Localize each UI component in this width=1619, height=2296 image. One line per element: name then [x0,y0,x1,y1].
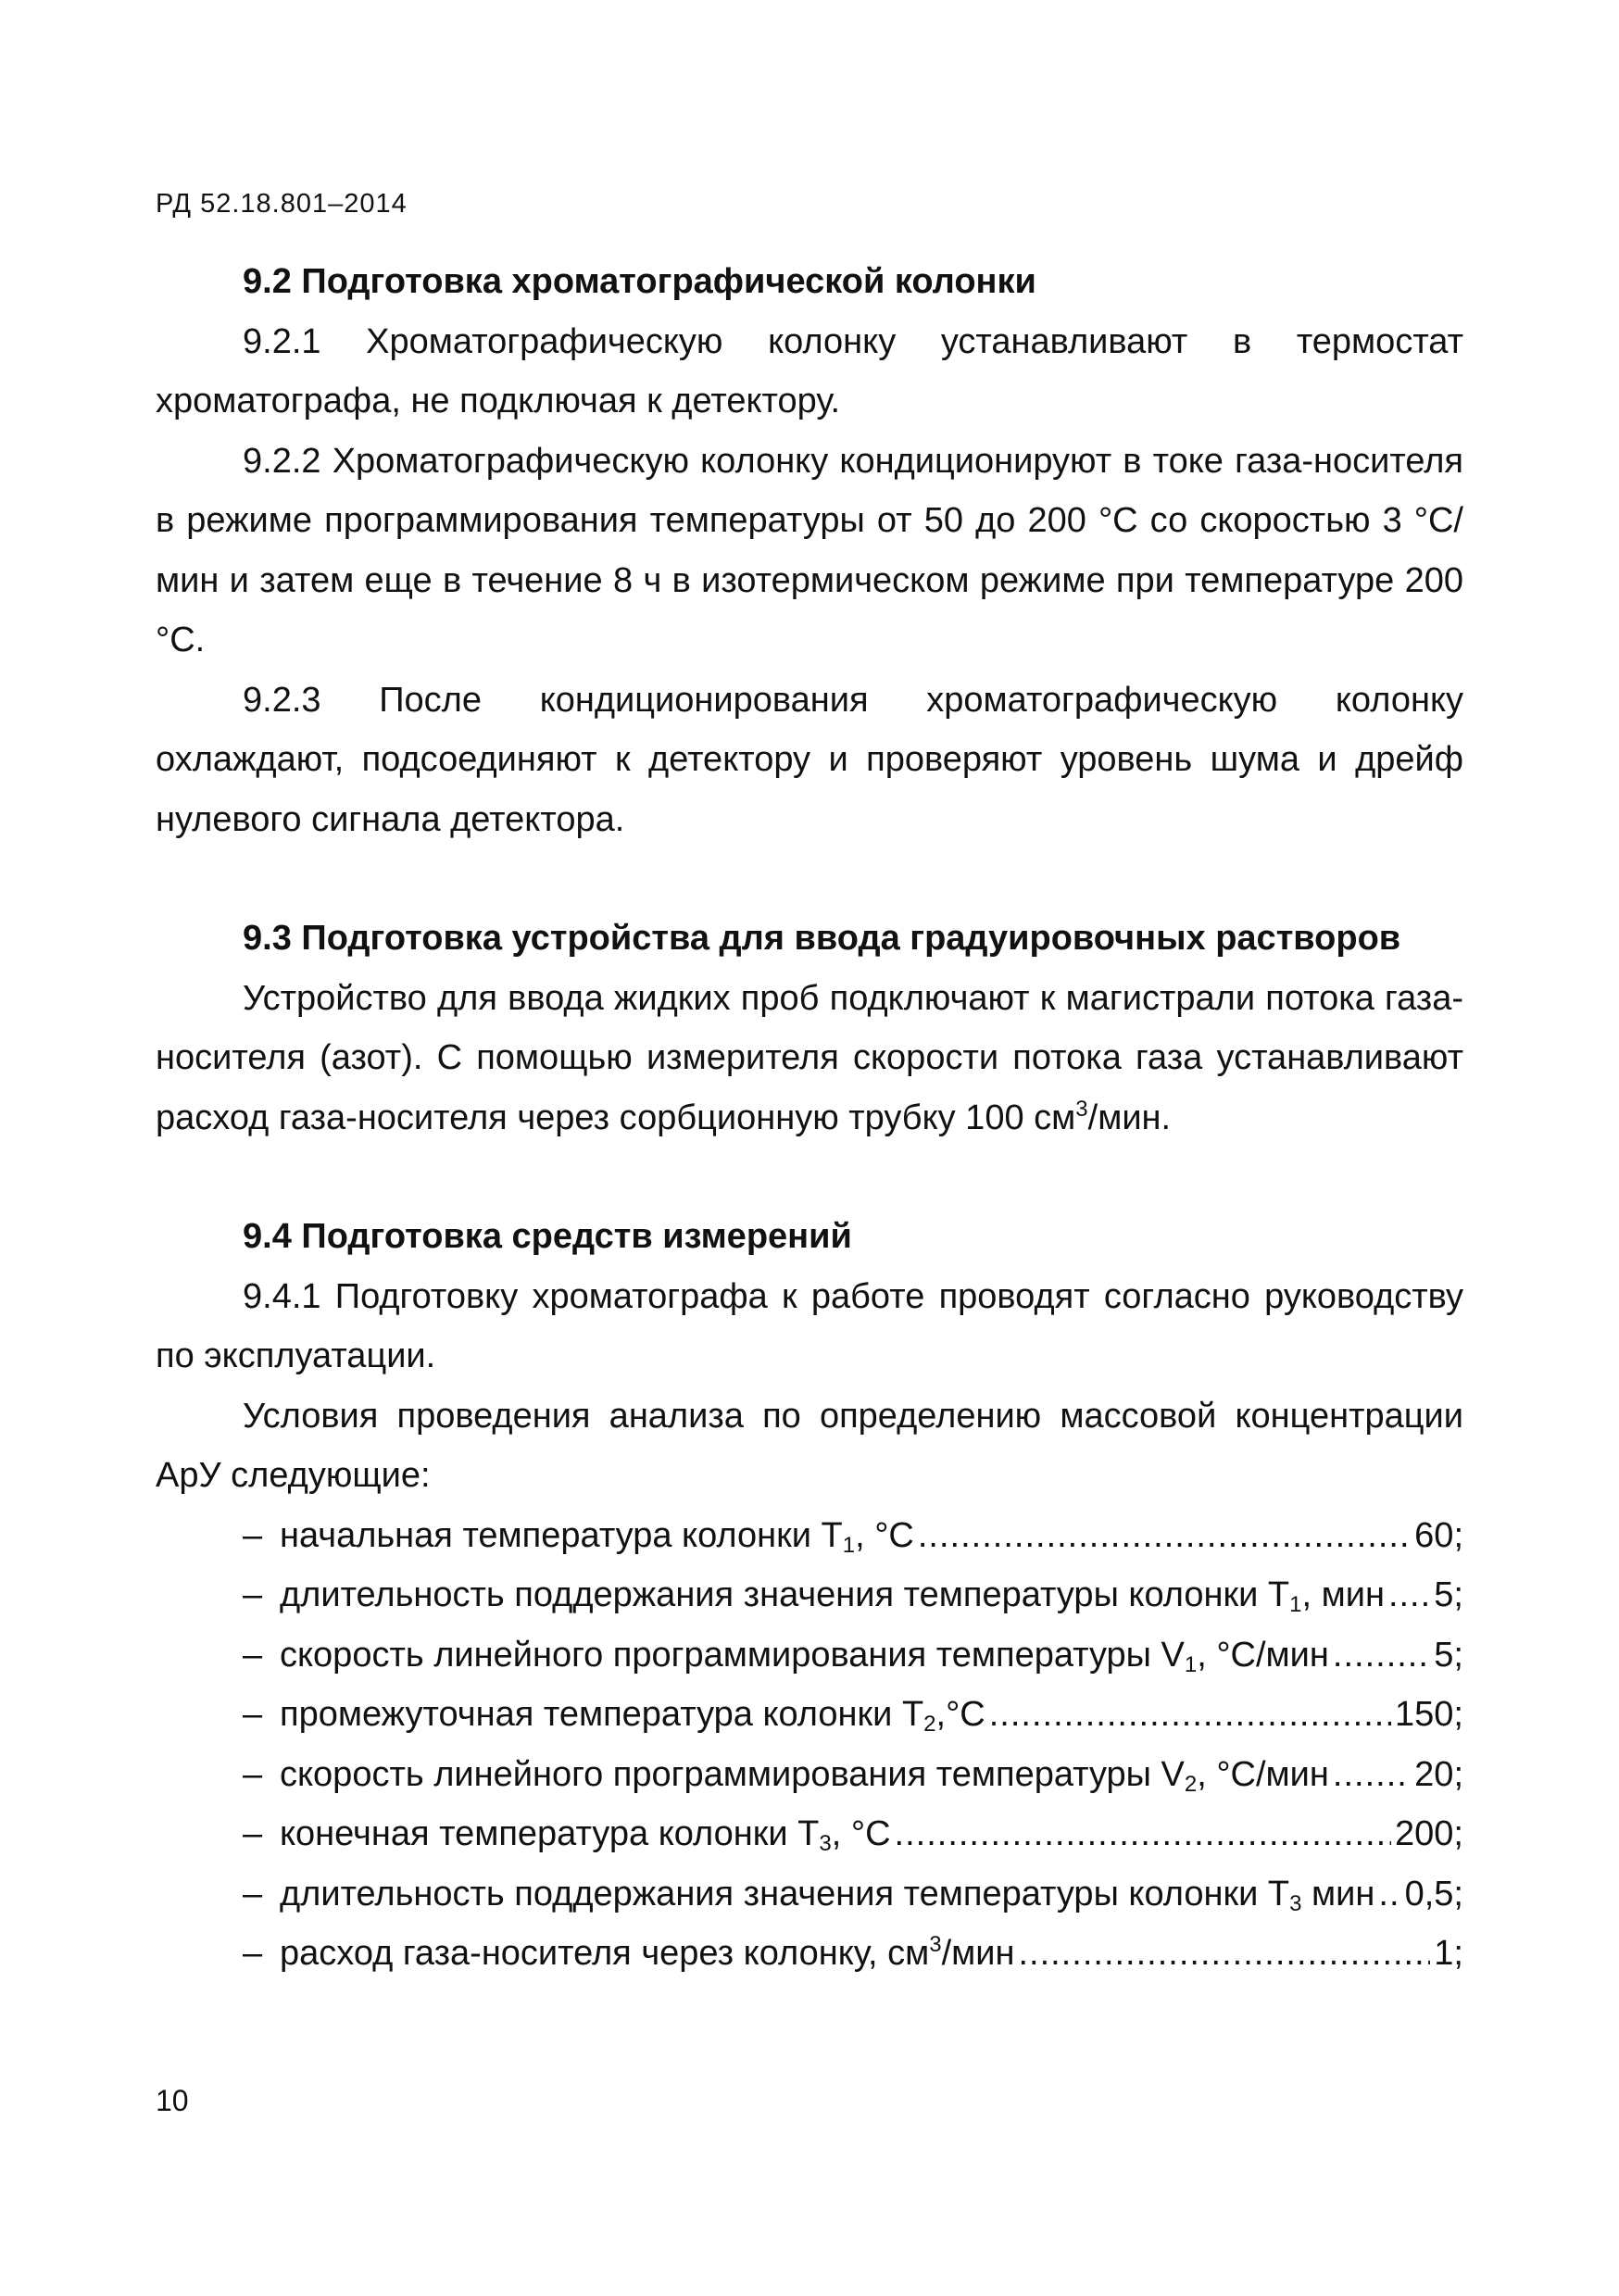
paragraph-9-2-3: 9.2.3 После кондиционирования хроматографическую колонку охлаждают, подсоединяют к детектору и проверяют уровень шума и дрейф нулевого сигнала детектора. [156,680,1463,839]
dot-leader [1378,1864,1400,1925]
condition-value: 5; [1434,1575,1463,1614]
list-dash: – [243,1934,263,1973]
paragraph-9-3: Устройство для ввода жидких проб подключают к магистрали потока газа-носителя (азот). С помощью измерителя скорости потока газа устанавливают расход газа-носителя через сорбционную трубку 100 $см^3$/мин. [156,978,1463,1137]
condition-item [156,1864,1463,1925]
list-dash: – [243,1754,263,1794]
condition-label: конечная температура колонки $Т_3$, °С [280,1814,891,1856]
conditions-list [156,1506,1463,1984]
list-dash: – [243,1695,263,1734]
condition-item [156,1506,1463,1566]
paragraph-9-2-2: 9.2.2 Хроматографическую колонку кондиционируют в токе газа-носителя в режиме программирования температуры от 50 до 200 °С со скоростью 3 °С/мин и затем еще в течение 8 ч в изотермическом режиме при температуре 200 °С. [156,441,1463,659]
condition-item [156,1625,1463,1686]
condition-item [156,1804,1463,1864]
dot-leader [1333,1745,1411,1805]
dot-leader [895,1804,1392,1864]
condition-label: промежуточная температура колонки $Т_2,^\circ С$ [280,1695,985,1737]
condition-label: расход газа-носителя через колонку, $см^3$/мин [280,1932,1015,1973]
list-dash: – [243,1515,263,1555]
condition-item [156,1685,1463,1745]
condition-label: скорость линейного программирования температуры $V_2$, °С/мин [280,1754,1329,1797]
paragraph-9-2-1: 9.2.1 Хроматографическую колонку устанавливают в термостат хроматографа, не подключая к детектору. [156,321,1463,420]
condition-label: длительность поддержания значения температуры колонки $Т_3$ мин [280,1874,1375,1916]
page-number: 10 [156,2084,189,2117]
section-9-4-heading: 9.4 Подготовка средств измерений [243,1217,852,1256]
condition-item [156,1745,1463,1805]
list-dash: – [243,1575,263,1614]
condition-label: начальная температура колонки $Т_1$, °С [280,1515,914,1558]
page-content [156,252,1463,1984]
condition-label: скорость линейного программирования температуры $V_1$, °С/мин [280,1635,1329,1677]
condition-value: 60; [1414,1515,1463,1555]
condition-value: 200; [1395,1814,1463,1853]
condition-item [156,1924,1463,1984]
dot-leader [918,1506,1411,1566]
condition-value: 5; [1434,1635,1463,1675]
dot-leader [989,1685,1391,1745]
dot-leader [1018,1924,1430,1984]
condition-value: 150; [1395,1695,1463,1734]
paragraph-9-4-1: 9.4.1 Подготовку хроматографа к работе проводят согласно руководству по эксплуатации. [156,1276,1463,1375]
list-dash: – [243,1635,263,1675]
document-code: РД 52.18.801–2014 [156,189,408,219]
dot-leader [1333,1625,1430,1686]
condition-value: 1; [1434,1934,1463,1973]
condition-value: 20; [1414,1754,1463,1794]
condition-label: длительность поддержания значения температуры колонки $Т_1$, мин [280,1575,1385,1617]
list-dash: – [243,1814,263,1853]
condition-item [156,1565,1463,1625]
paragraph-conditions-intro: Условия проведения анализа по определению массовой концентрации АрУ следующие: [156,1396,1463,1495]
section-9-2-heading: 9.2 Подготовка хроматографической колонки [243,262,1036,301]
condition-value: 0,5; [1404,1874,1463,1913]
list-dash: – [243,1874,263,1913]
dot-leader [1388,1565,1430,1625]
section-9-3-heading: 9.3 Подготовка устройства для ввода градуировочных растворов [243,919,1401,958]
